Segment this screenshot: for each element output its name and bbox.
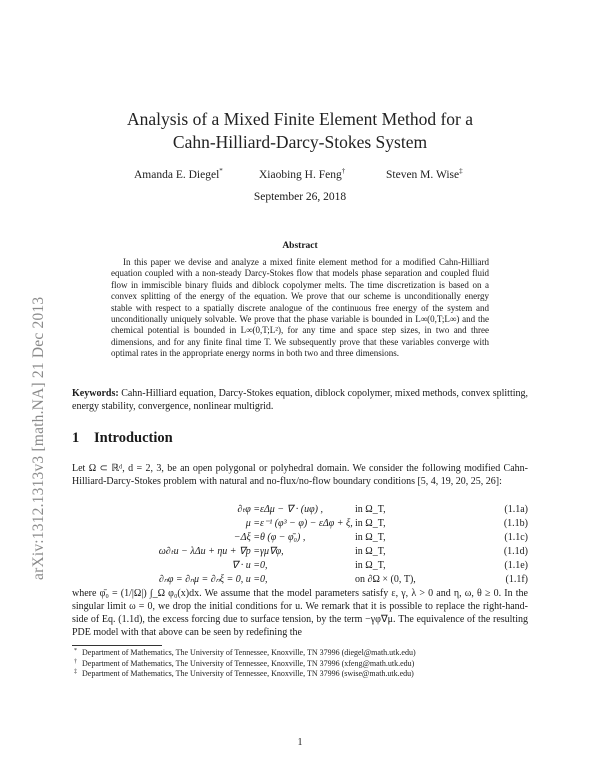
equation-tag: (1.1a) xyxy=(504,504,528,515)
footnote: † Department of Mathematics, The University of Tennessee, Knoxville, TN 37996 (xfeng@math.utk.edu) xyxy=(74,658,415,668)
equation-tag: (1.1d) xyxy=(503,546,528,557)
footnote: * Department of Mathematics, The University of Tennessee, Knoxville, TN 37996 (diegel@math.utk.edu) xyxy=(74,648,416,657)
equation-lhs: ∂ₜφ = xyxy=(237,504,260,515)
equation-row xyxy=(72,532,528,546)
equation-lhs: μ = xyxy=(245,518,260,529)
author-2: Xiaobing H. Feng† xyxy=(259,167,346,181)
keywords xyxy=(72,387,528,413)
equation-row xyxy=(72,560,528,574)
author-1: Amanda E. Diegel* xyxy=(134,167,223,181)
section-number: 1 xyxy=(72,430,80,446)
equation-tag: (1.1c) xyxy=(504,532,528,543)
equation-lhs: ω∂ₜu − λΔu + ηu + ∇p = xyxy=(158,546,260,557)
keywords-label: Keywords: xyxy=(72,388,119,399)
footnotes xyxy=(72,648,528,680)
equation-rhs: 0, xyxy=(260,560,268,571)
equation-lhs: ∂ₙφ = ∂ₙμ = ∂ₙξ = 0, u = xyxy=(158,574,260,585)
paper-title xyxy=(72,108,528,154)
equation-domain: in Ω_T, xyxy=(355,546,386,557)
equation-row xyxy=(72,546,528,560)
intro-paragraph: Let Ω ⊂ ℝᵈ, d = 2, 3, be an open polygonal or polyhedral domain. We consider the following modified Cahn-Hilliard-Darcy-Stokes problem with natural and no-flux/no-flow boundary conditions [5, 4, 19, 20, 25, 26]: xyxy=(72,463,528,487)
publication-date: September 26, 2018 xyxy=(253,191,347,203)
equation-tag: (1.1b) xyxy=(503,518,528,529)
equation-tag: (1.1f) xyxy=(505,574,528,585)
equation-tag: (1.1e) xyxy=(504,560,528,571)
equation-domain: in Ω_T, xyxy=(355,504,386,515)
body-paragraph: where φ̄₀ = (1/|Ω|) ∫_Ω φ₀(x)dx. We assume that the model parameters satisfy ε, γ, λ > 0 and η, ω, θ ≥ 0. In the singular limit ω = 0, we drop the initial conditions for u. We remark that it is possible to replace the right-hand-side of Eq. (1.1d), the excess forcing due to surface tension, by the term −γφ∇μ. The equivalence of the resulting PDE model with that above can be seen by redefining the xyxy=(72,588,528,638)
equation-rhs: 0, xyxy=(260,574,268,585)
arxiv-identifier: arXiv:1312.1313v3 [math.NA] 21 Dec 2013 xyxy=(30,296,47,580)
equation-row xyxy=(72,504,528,518)
equation-rhs: ε⁻¹ (φ³ − φ) − εΔφ + ξ, xyxy=(260,518,353,529)
equation-lhs: ∇ · u = xyxy=(231,560,260,571)
keywords-text: Cahn-Hilliard equation, Darcy-Stokes equation, diblock copolymer, mixed methods, convex splitting, energy stability, convergence, nonlinear multigrid. xyxy=(72,388,528,412)
equation-domain: in Ω_T, xyxy=(355,560,386,571)
abstract-body: In this paper we devise and analyze a mixed finite element method for a modified Cahn-Hilliard equation coupled with a non-steady Darcy-Stokes flow that models phase separation and coupled fluid flow in immiscible binary fluids and diblock copolymer melts. The time discretization is based on a convex splitting of the energy of the equation. We prove that our scheme is unconditionally energy stable with respect to a spatially discrete analogue of the continuous free energy of the system and unconditionally uniquely solvable. We prove that the phase variable is bounded in L∞(0,T;L∞) and the chemical potential is bounded in L∞(0,T;L²), for any time and space step sizes, in two and three dimensions, and for any finite final time T. We subsequently prove that these variables converge with optimal rates in the appropriate energy norms in both two and three dimensions. xyxy=(111,257,489,359)
title-line-1: Analysis of a Mixed Finite Element Method for a xyxy=(126,109,474,129)
equation-rhs: εΔμ − ∇ · (uφ) , xyxy=(260,504,323,515)
equation-domain: in Ω_T, xyxy=(355,518,386,529)
author-3: Steven M. Wise‡ xyxy=(386,167,463,181)
section-title: Introduction xyxy=(94,430,173,446)
section-heading xyxy=(72,430,173,447)
page-number: 1 xyxy=(297,737,303,748)
abstract-heading: Abstract xyxy=(282,241,318,251)
footnote: ‡ Department of Mathematics, The University of Tennessee, Knoxville, TN 37996 (swise@math.utk.edu) xyxy=(74,669,414,679)
equation-row xyxy=(72,518,528,532)
title-line-2: Cahn-Hilliard-Darcy-Stokes System xyxy=(172,132,428,152)
equation-lhs: −Δξ = xyxy=(233,532,260,543)
equation-domain: on ∂Ω × (0, T), xyxy=(355,574,416,585)
equation-rhs: γμ∇φ, xyxy=(260,546,284,557)
equation-domain: in Ω_T, xyxy=(355,532,386,543)
equation-row xyxy=(72,574,528,588)
equation-rhs: θ (φ − φ̄₀) , xyxy=(260,532,306,543)
footnote-rule xyxy=(72,645,162,646)
